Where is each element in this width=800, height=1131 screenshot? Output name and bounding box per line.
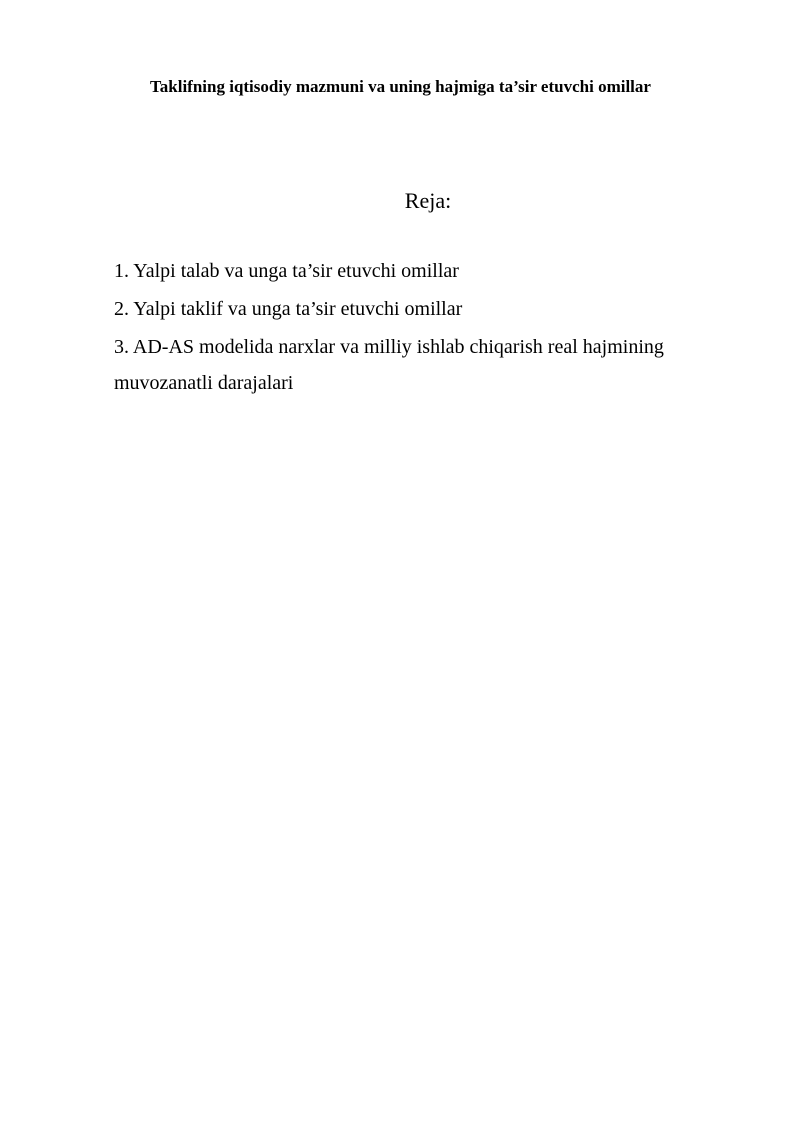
plan-item-3: 3. AD-AS modelida narxlar va milliy ishlab chiqarish real hajmining muvozanatli darajalari xyxy=(114,336,664,394)
plan-list xyxy=(114,259,674,414)
plan-heading: Reja: xyxy=(404,188,452,213)
plan-item-1: 1. Yalpi talab va unga ta’sir etuvchi omillar xyxy=(114,260,459,282)
document-title: Taklifning iqtisodiy mazmuni va uning hajmiga ta’sir etuvchi omillar xyxy=(150,77,651,96)
plan-item-2: 2. Yalpi taklif va unga ta’sir etuvchi omillar xyxy=(114,298,463,320)
